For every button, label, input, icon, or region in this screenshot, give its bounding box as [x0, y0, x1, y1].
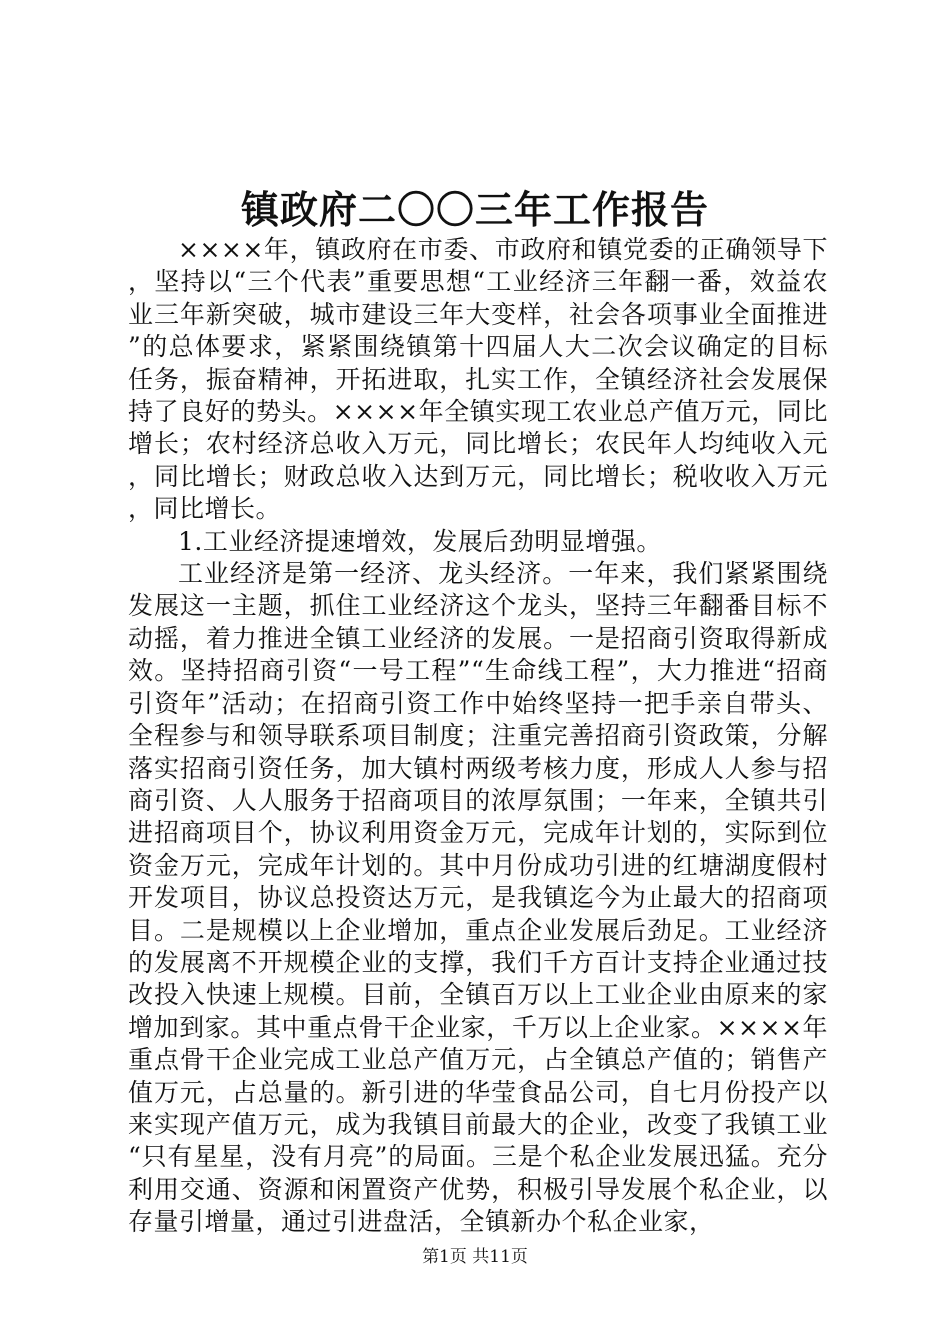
page-footer — [0, 1245, 950, 1269]
document-body — [128, 234, 828, 1239]
paragraph-industrial-economy: 工业经济是第一经济、龙头经济。一年来，我们紧紧围绕发展这一主题，抓住工业经济这个龙头，坚持三年翻番目标不动摇，着力推进全镇工业经济的发展。一是招商引资取得新成效。坚持招商引资“一号工程”“生命线工程”，大力推进“招商引资年”活动；在招商引资工作中始终坚持一把手亲自带头、全程参与和领导联系项目制度；注重完善招商引资政策，分解落实招商引资任务，加大镇村两级考核力度，形成人人参与招商引资、人人服务于招商项目的浓厚氛围；一年来，全镇共引进招商项目个，协议利用资金万元，完成年计划的，实际到位资金万元，完成年计划的。其中月份成功引进的红塘湖度假村开发项目，协议总投资达万元，是我镇迄今为止最大的招商项目。二是规模以上企业增加，重点企业发展后劲足。工业经济的发展离不开规模企业的支撑，我们千方百计支持企业通过技改投入快速上规模。目前，全镇百万以上工业企业由原来的家增加到家。其中重点骨干企业家，千万以上企业家。××××年重点骨干企业完成工业总产值万元，占全镇总产值的；销售产值万元，占总量的。新引进的华莹食品公司，自七月份投产以来实现产值万元，成为我镇目前最大的企业，改变了我镇工业“只有星星，没有月亮”的局面。三是个私企业发展迅猛。充分利用交通、资源和闲置资产优势，积极引导发展个私企业，以存量引增量，通过引进盘活，全镇新办个私企业家， — [128, 559, 828, 1237]
document-title: 镇政府二〇〇三年工作报告 — [240, 187, 709, 232]
page-total: 共11页 — [472, 1247, 528, 1267]
page-number: 第1页 — [422, 1247, 467, 1267]
paragraph-section-heading: 1.工业经济提速增效，发展后劲明显增强。 — [178, 526, 662, 556]
paragraph-intro: ××××年，镇政府在市委、市政府和镇党委的正确领导下，坚持以“三个代表”重要思想“工业经济三年翻一番，效益农业三年新突破，城市建设三年大变样，社会各项事业全面推进”的总体要求，紧紧围绕镇第十四届人大二次会议确定的目标任务，振奋精神，开拓进取，扎实工作，全镇经济社会发展保持了良好的势头。××××年全镇实现工农业总产值万元，同比增长；农村经济总收入万元，同比增长；农民年人均纯收入元，同比增长；财政总收入达到万元，同比增长；税收收入万元，同比增长。 — [128, 235, 828, 524]
